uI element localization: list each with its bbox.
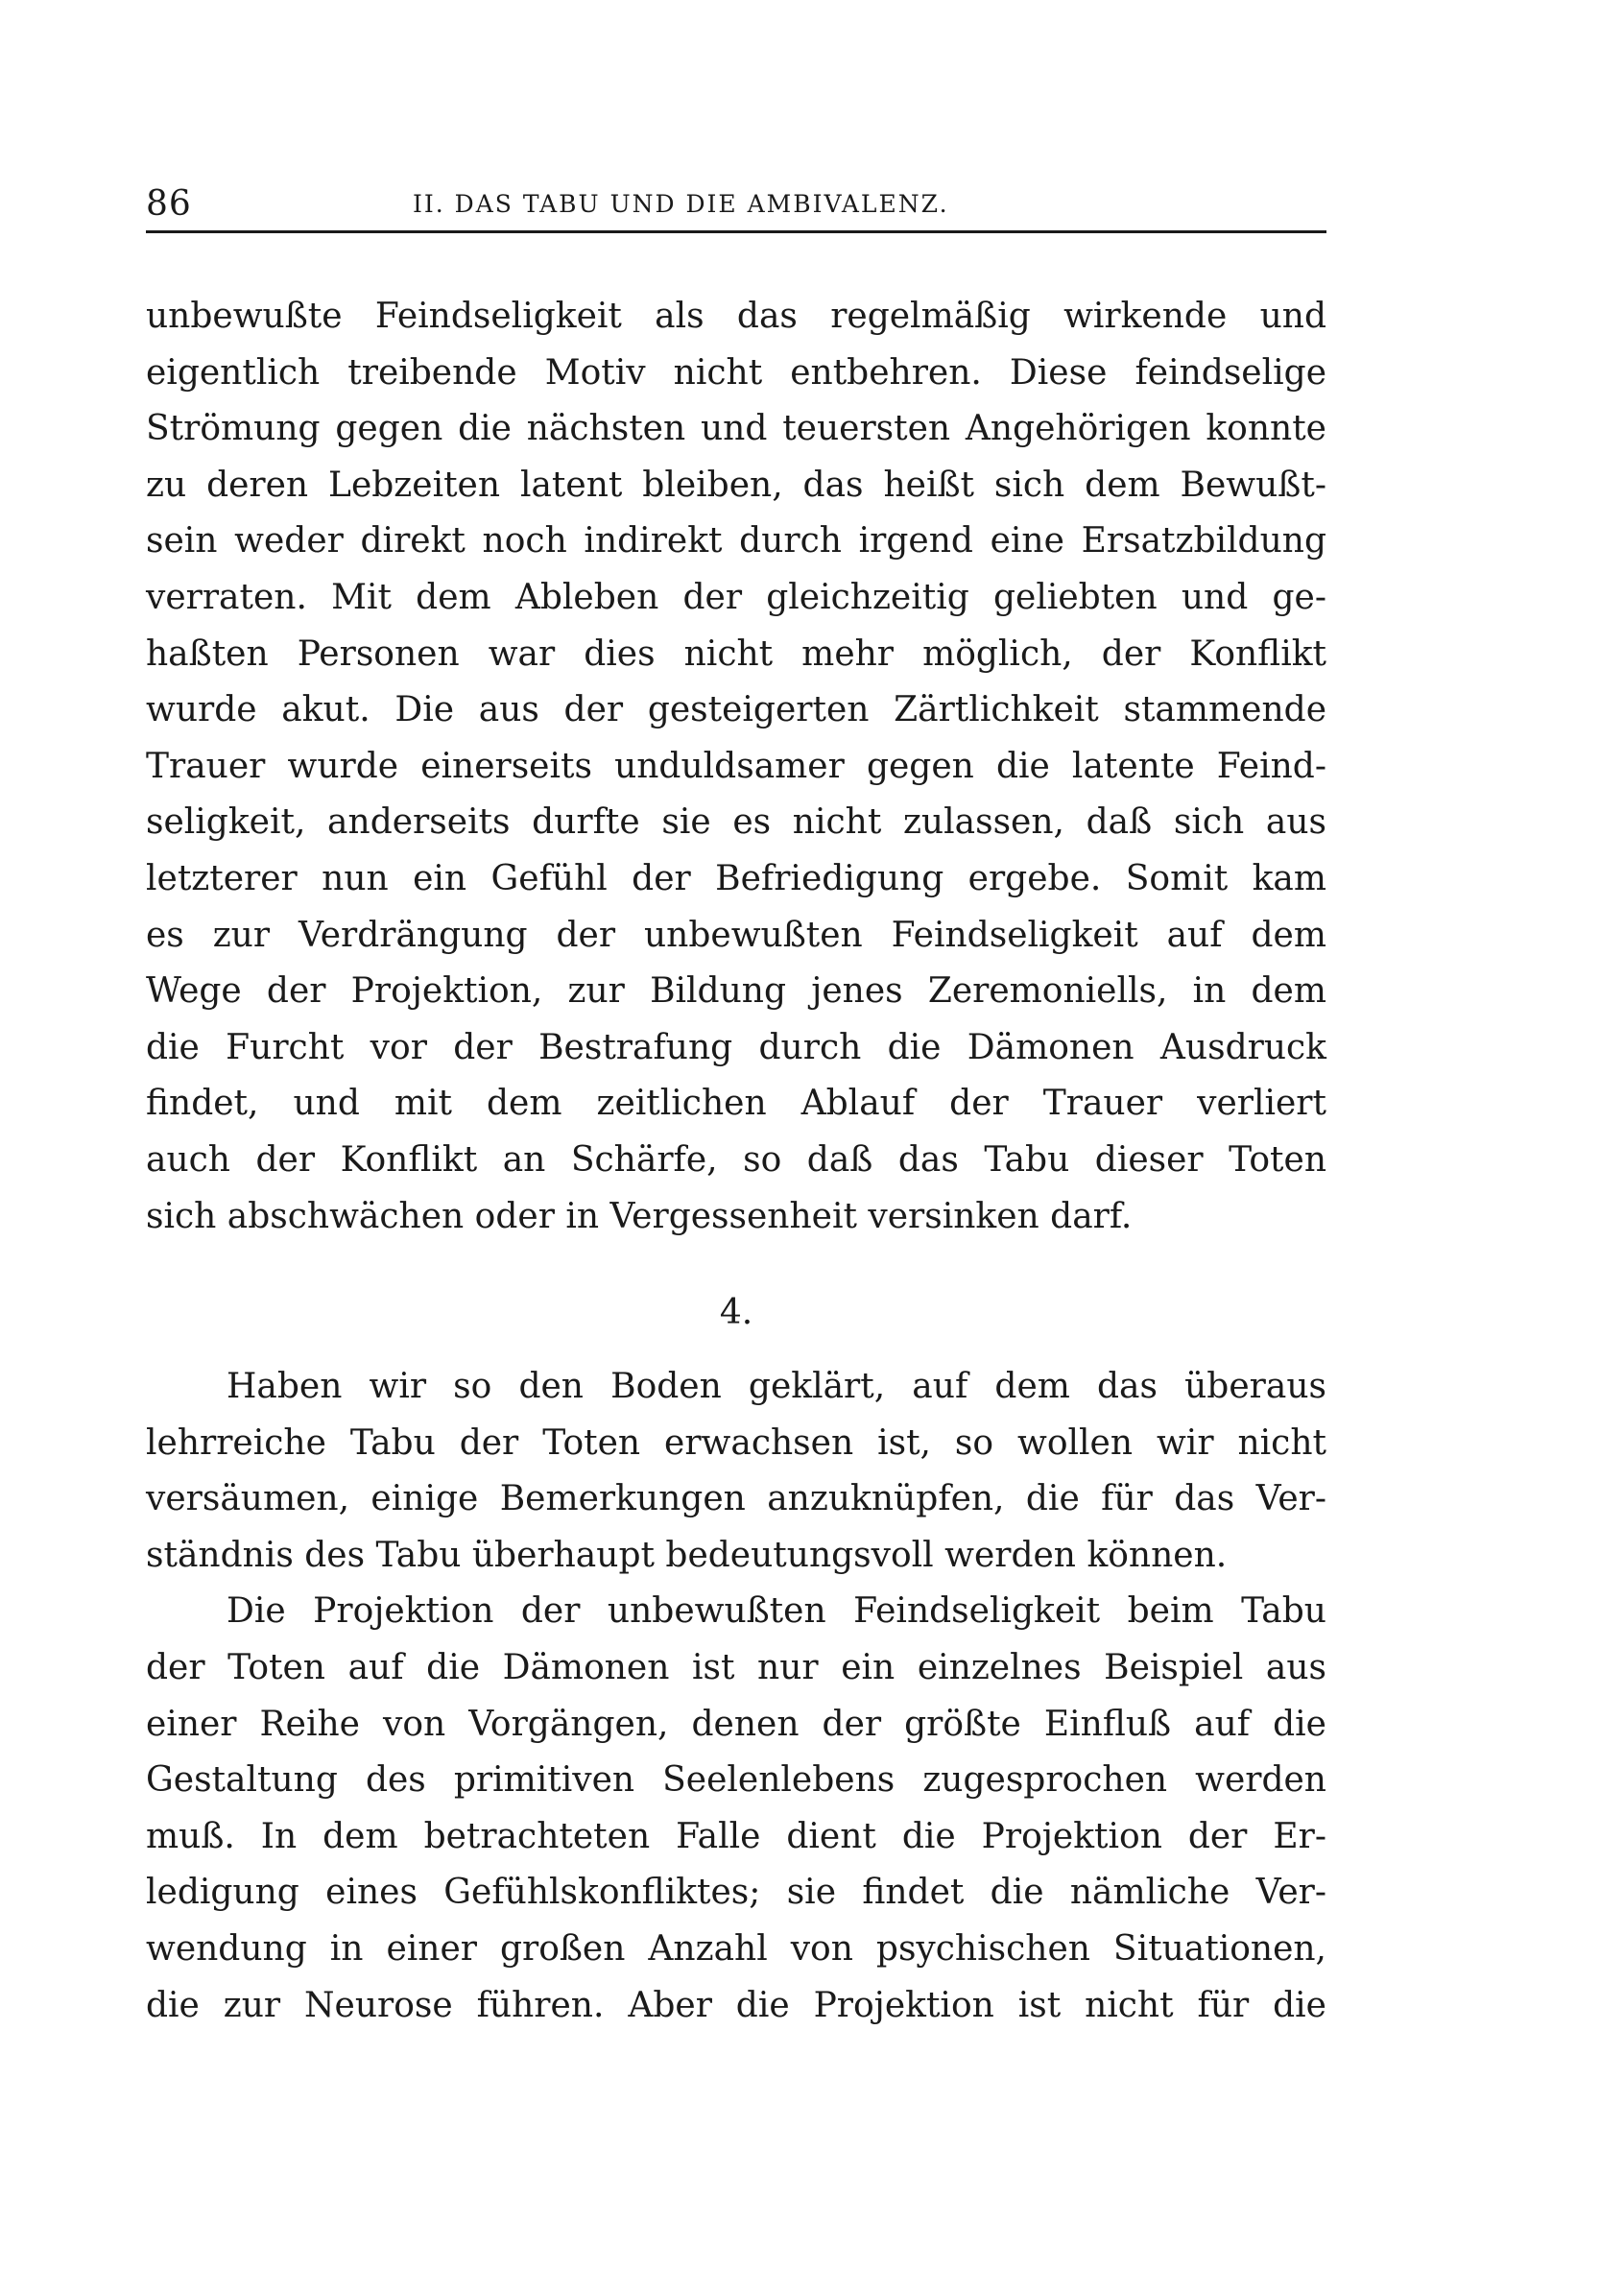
text-line: eigentlich treibende Motiv nicht entbehren. Diese feindselige	[146, 352, 1326, 393]
paragraph-1	[146, 1359, 1326, 1584]
text-line: lehrreiche Tabu der Toten erwachsen ist, so wollen wir nicht	[146, 1422, 1326, 1463]
text-line: zu deren Lebzeiten latent bleiben, das heißt sich dem Bewußt-	[146, 465, 1326, 505]
text-line: haßten Personen war dies nicht mehr möglich, der Konflikt	[146, 633, 1326, 674]
text-line: wendung in einer großen Anzahl von psychischen Situationen,	[146, 1928, 1326, 1969]
continuation-paragraph	[146, 289, 1326, 1245]
text-line: muß. In dem betrachteten Falle dient die Projektion der Er-	[146, 1816, 1326, 1856]
text-line: einer Reihe von Vorgängen, denen der größte Einfluß auf die	[146, 1704, 1326, 1744]
text-line: letzterer nun ein Gefühl der Befriedigung ergebe. Somit kam	[146, 858, 1326, 898]
text-line: Strömung gegen die nächsten und teuersten Angehörigen konnte	[146, 409, 1326, 449]
text-line: Trauer wurde einerseits unduldsamer gegen die latente Feind-	[146, 746, 1326, 786]
text-line: wurde akut. Die aus der gesteigerten Zärtlichkeit stammende	[146, 690, 1326, 730]
text-line: der Toten auf die Dämonen ist nur ein einzelnes Beispiel aus	[146, 1647, 1326, 1687]
text-line: Haben wir so den Boden geklärt, auf dem das überaus	[227, 1367, 1326, 1406]
text-line: sich abschwächen oder in Vergessenheit versinken darf.	[146, 1196, 1133, 1236]
section-body	[146, 1359, 1326, 2034]
text-line: es zur Verdrängung der unbewußten Feindseligkeit auf dem	[146, 915, 1326, 955]
text-line: findet, und mit dem zeitlichen Ablauf der Trauer verliert	[146, 1084, 1326, 1124]
text-line: Die Projektion der unbewußten Feindseligkeit beim Tabu	[227, 1591, 1326, 1632]
text-line: verraten. Mit dem Ableben der gleichzeitig geliebten und ge-	[146, 577, 1326, 617]
section-number: 4.	[719, 1293, 753, 1332]
text-line: Wege der Projektion, zur Bildung jenes Zeremoniells, in dem	[146, 971, 1326, 1012]
running-head	[146, 177, 1326, 233]
text-line: auch der Konflikt an Schärfe, so daß das Tabu dieser Toten	[146, 1139, 1326, 1180]
page-number: 86	[146, 184, 192, 224]
text-line: unbewußte Feindseligkeit als das regelmäßig wirkende und	[146, 297, 1326, 336]
paragraph-2	[146, 1584, 1326, 2034]
text-line: Gestaltung des primitiven Seelenlebens zugesprochen werden	[146, 1760, 1326, 1801]
running-title: II. DAS TABU UND DIE AMBIVALENZ.	[413, 190, 949, 218]
text-line: die Furcht vor der Bestrafung durch die Dämonen Ausdruck	[146, 1027, 1326, 1067]
text-line: versäumen, einige Bemerkungen anzuknüpfen, die für das Ver-	[146, 1479, 1326, 1519]
text-line: ledigung eines Gefühlskonfliktes; sie findet die nämliche Ver-	[146, 1873, 1326, 1913]
text-line: sein weder direkt noch indirekt durch irgend eine Ersatzbildung	[146, 521, 1326, 561]
text-line: seligkeit, anderseits durfte sie es nicht zulassen, daß sich aus	[146, 802, 1326, 843]
text-line: ständnis des Tabu überhaupt bedeutungsvoll werden können.	[146, 1535, 1228, 1575]
text-line: die zur Neurose führen. Aber die Projektion ist nicht für die	[146, 1985, 1326, 2025]
